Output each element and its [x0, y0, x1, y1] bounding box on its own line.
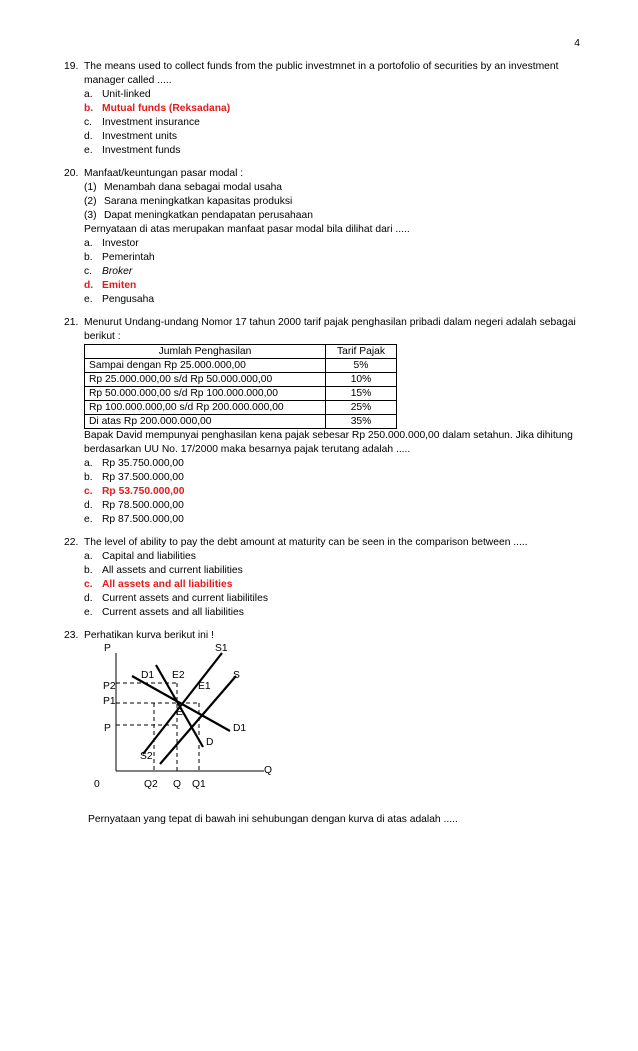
question-text: Manfaat/keuntungan pasar modal : [84, 168, 244, 179]
table-header-income: Jumlah Penghasilan [85, 345, 326, 359]
option-e: e. Current assets and all liabilities [84, 607, 244, 618]
statement-3: (3) Dapat meningkatkan pendapatan perusahaan [84, 210, 313, 221]
question-number: 23. [64, 630, 79, 641]
q-axis-label: Q [264, 765, 273, 776]
table-cell: Sampai dengan Rp 25.000.000,00 [85, 359, 326, 373]
table-cell: Di atas Rp 200.000.000,00 [85, 415, 326, 429]
e1-label: E1 [198, 681, 211, 692]
s-label: S [233, 670, 240, 681]
d1-top-label: D1 [141, 670, 155, 681]
s2-label: S2 [140, 751, 153, 762]
question-text: The means used to collect funds from the public investmnet in a portofolio of securities by an investment manager called ..... [84, 61, 559, 86]
origin-label: 0 [94, 779, 100, 790]
table-cell: 35% [326, 415, 397, 429]
question-prompt: Pernyataan di atas merupakan manfaat pasar modal bila dilihat dari ..... [84, 224, 410, 235]
question-number: 22. [64, 537, 79, 548]
table-cell: 10% [326, 373, 397, 387]
table-header-rate: Tarif Pajak [326, 345, 397, 359]
option-b: b. All assets and current liabilities [84, 565, 243, 576]
q-label: Q [173, 779, 182, 790]
question-22 [64, 536, 584, 620]
page-number: 4 [574, 38, 580, 49]
e-label: E [176, 707, 183, 718]
option-a: a. Capital and liabilities [84, 551, 196, 562]
q2-label: Q2 [144, 779, 158, 790]
option-c: c. Broker [84, 266, 133, 277]
table-cell: 25% [326, 401, 397, 415]
tax-rate-table [84, 344, 397, 429]
p-axis-label: P [104, 643, 111, 654]
table-row [85, 415, 397, 429]
q1-label: Q1 [192, 779, 206, 790]
p1-label: P1 [103, 696, 116, 707]
table-cell: Rp 25.000.000,00 s/d Rp 50.000.000,00 [85, 373, 326, 387]
statement-1: (1) Menambah dana sebagai modal usaha [84, 182, 283, 193]
e2-label: E2 [172, 670, 185, 681]
option-a: a. Investor [84, 238, 139, 249]
option-d: d. Current assets and current liabilitiles [84, 593, 268, 604]
table-row [85, 401, 397, 415]
question-number: 21. [64, 317, 79, 328]
question-list [64, 60, 584, 836]
table-row [85, 359, 397, 373]
table-row [85, 373, 397, 387]
option-d: d. Investment units [84, 131, 177, 142]
table-header-row [85, 345, 397, 359]
question-20 [64, 167, 584, 307]
option-c-correct-answer: c. All assets and all liabilities [84, 579, 233, 590]
option-e: e. Rp 87.500.000,00 [84, 514, 184, 525]
table-cell: Rp 50.000.000,00 s/d Rp 100.000.000,00 [85, 387, 326, 401]
option-d: d. Rp 78.500.000,00 [84, 500, 184, 511]
supply-demand-diagram [84, 643, 384, 813]
option-a: a. Unit-linked [84, 89, 151, 100]
question-prompt: Pernyataan yang tepat di bawah ini sehubungan dengan kurva di atas adalah ..... [88, 814, 458, 825]
s1-label: S1 [215, 643, 228, 654]
question-text: Menurut Undang-undang Nomor 17 tahun 2000 tarif pajak penghasilan pribadi dalam negeri adalah sebagai berikut : [84, 317, 576, 342]
option-b: b. Rp 37.500.000,00 [84, 472, 184, 483]
option-d-correct-answer: d. Emiten [84, 280, 137, 291]
p-label: P [104, 723, 111, 734]
statement-2: (2) Sarana meningkatkan kapasitas produksi [84, 196, 293, 207]
table-row [85, 387, 397, 401]
table-cell: 5% [326, 359, 397, 373]
d1-bottom-label: D1 [233, 723, 247, 734]
option-a: a. Rp 35.750.000,00 [84, 458, 184, 469]
option-e: e. Investment funds [84, 145, 181, 156]
question-number: 20. [64, 168, 79, 179]
question-prompt: Bapak David mempunyai penghasilan kena pajak sebesar Rp 250.000.000,00 dalam setahun. Jika dihitung berdasarkan UU No. 17/2000 maka besarnya pajak terutang adalah ..... [84, 430, 573, 455]
d-label: D [206, 737, 214, 748]
table-cell: 15% [326, 387, 397, 401]
option-c-correct-answer: c. Rp 53.750.000,00 [84, 486, 185, 497]
option-e: e. Pengusaha [84, 294, 155, 305]
question-21 [64, 316, 584, 527]
option-c: c. Investment insurance [84, 117, 200, 128]
table-cell: Rp 100.000.000,00 s/d Rp 200.000.000,00 [85, 401, 326, 415]
option-b-correct-answer: b. Mutual funds (Reksadana) [84, 103, 231, 114]
question-23 [64, 629, 584, 827]
question-text: Perhatikan kurva berikut ini ! [84, 630, 214, 641]
option-b: b. Pemerintah [84, 252, 155, 263]
question-text: The level of ability to pay the debt amount at maturity can be seen in the comparison between ..... [84, 537, 528, 548]
question-number: 19. [64, 61, 79, 72]
p2-label: P2 [103, 681, 116, 692]
question-19 [64, 60, 584, 158]
